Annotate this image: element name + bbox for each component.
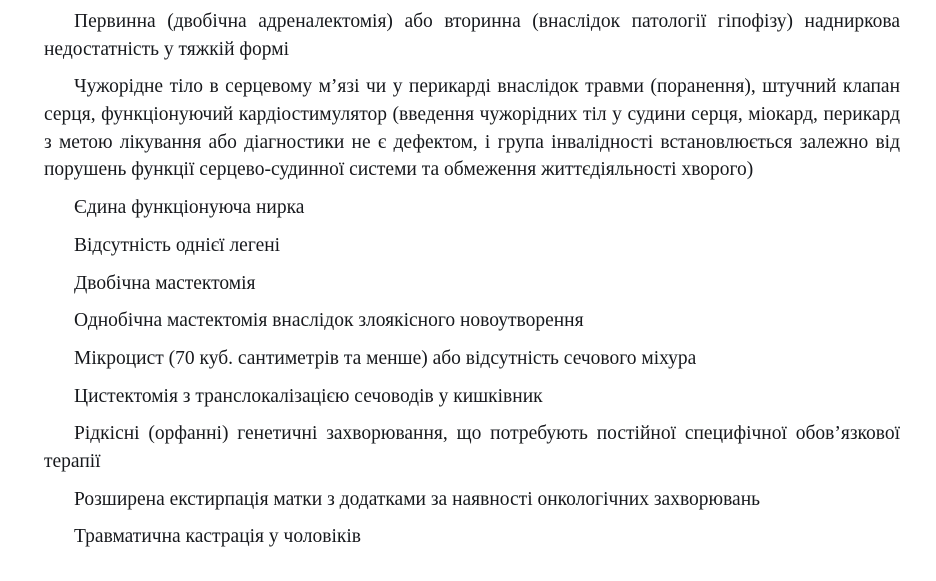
document-paragraph: Травматична кастрація у чоловіків — [74, 526, 362, 548]
document-paragraph: Первинна (двобічна адреналектомія) або вторинна (внаслідок патології гіпофізу) надниркова недостатність у тяжкій формі — [44, 11, 900, 60]
document-paragraph: Єдина функціонуюча нирка — [74, 197, 305, 219]
document-paragraph: Відсутність однієї легені — [74, 234, 281, 256]
document-paragraph: Рідкісні (орфанні) генетичні захворювання, що потребують постійної специфічної обов’язкової терапії — [44, 423, 900, 472]
document-paragraph: Чужорідне тіло в серцевому м’язі чи у перикарді внаслідок травми (поранення), штучний клапан серця, функціонуючий кардіостимулятор (введення чужорідних тіл у судини серця, міокард, перикард з метою лікування або діагностики не є дефектом, і група інвалідності встановлюється залежно від порушень функції серцево-судинної системи та обмеження життєдіяльності хворого) — [44, 76, 900, 181]
document-paragraph: Мікроцист (70 куб. сантиметрів та менше) або відсутність сечового міхура — [74, 347, 697, 369]
document-paragraph: Розширена екстирпація матки з додатками за наявності онкологічних захворювань — [74, 488, 761, 510]
document-paragraph: Цистектомія з транслокалізацією сечоводів у кишківник — [74, 385, 543, 407]
document-paragraph: Однобічна мастектомія внаслідок злоякісного новоутворення — [74, 310, 584, 332]
document-paragraph: Двобічна мастектомія — [74, 272, 256, 294]
